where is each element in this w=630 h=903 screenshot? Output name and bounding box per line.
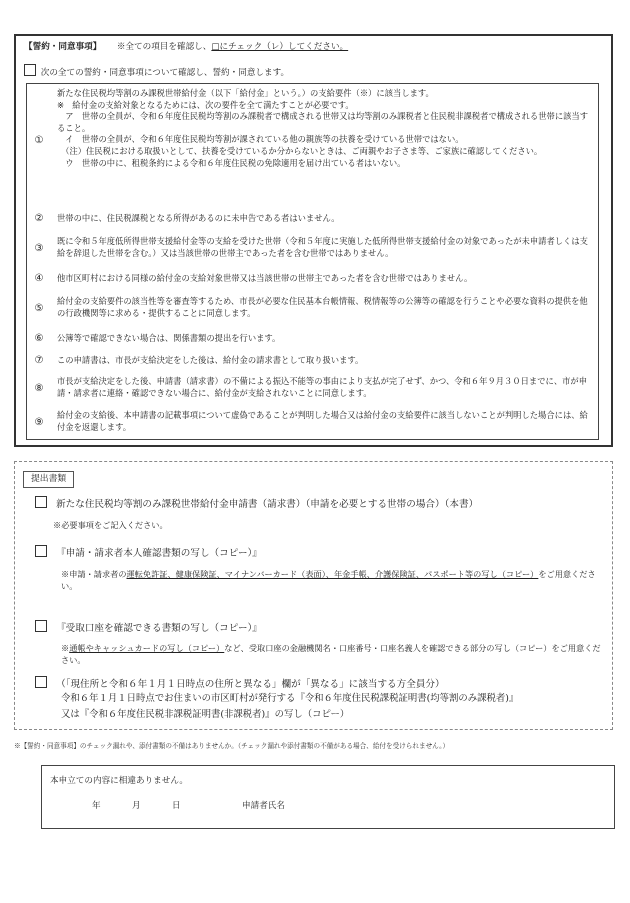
pledge-agree-text: 次の全ての誓約・同意事項について確認し、誓約・同意します。 [40,68,290,78]
day-label: 日 [172,801,181,811]
declaration-text: 本申立ての内容に相違ありません。 [50,776,189,786]
pledge-item-text: 既に令和５年度低所得世帯支援給付金等の支給を受けた世帯（令和５年度に実施した低所得世帯支援給付金の対象であったが未申請者しくは支給を辞退した世帯を含む。）又は当該世帯の世帯主であった者を含む世帯ではありません。 [57,236,588,258]
pledge-item-text: 新たな住民税均等割のみ課税世帯給付金（以下「給付金」という。）の支給要件（※）に該当します。 ※ 給付金の支給対象となるためには、次の要件を全て満たすことが必要です。 ア 世帯の全員が、令和６年度住民税均等割のみ課税者で構成される世帯又は均等割のみ課税者と住民税非課税者で構成される世帯に該当すること。 イ 世帯の全員が、令和６年度住民税均等割が課されている他の親族等の扶養を受けている世帯ではない。 （注）住民税における取扱いとして、扶養を受けているか分からないときは、ご両親やお子さま等、ご家族に確認してください。 ウ 世帯の中に、租税条約による令和６年度住民税の免除適用を届け出ている者はいない。 [57,88,589,168]
pledge-agree-row[interactable] [24,64,289,79]
pledge-item [27,332,598,348]
document-checkbox[interactable] [35,545,47,557]
pledge-item-text: 給付金の支給後、本申請書の記載事項について虚偽であることが判明した場合又は給付金の支給要件に該当しないことが判明した場合には、給付金を返還します。 [57,410,588,432]
pledge-item-text: 給付金の支給要件の該当性等を審査等するため、市長が必要な住民基本台帳情報、税情報等の公簿等の確認を行うことや必要な資料の提供を他の行政機関等に求める・提供することに同意します。 [57,296,588,318]
pledge-title: 【誓約・同意事項】 [24,42,102,52]
document-note: ※必要事項をご記入ください。 [53,520,168,530]
document-checkbox[interactable] [35,620,47,632]
document-note-underlined: 運転免許証、健康保険証、マイナンバーカード（表面）、年金手帳、介護保険証、パスポート等の写し（コピー） [126,569,539,579]
pledge-item [27,272,598,288]
pledge-item-text: 市長が支給決定をした後、申請書（請求書）の不備による振込不能等の事由により支払が完了せず、かつ、令和６年９月３０日までに、市が申請・請求者に連絡・確認できない場合に、給付金が支給されないことに同意します。 [57,376,588,398]
document-note [61,569,601,593]
pledge-item [27,410,598,438]
pledge-item [27,212,598,228]
declaration-box [41,765,615,829]
document-label-line2: 令和６年１月１日時点でお住まいの市区町村が発行する『令和６年度住民税課税証明書(均等割のみ課税者)』 [61,693,519,704]
pledge-item-number: ③ [34,243,44,254]
document-label: （「現住所と令和６年１月１日時点の住所と異なる」欄が「異なる」に該当する方全員分） [56,679,445,690]
document-note-underlined: 通帳やキャッシュカードの写し（コピー） [69,643,225,653]
pledge-instruction-checkbox-hint: □にチェック（レ）してください。 [211,42,349,52]
pledge-item-text: 公簿等で確認できない場合は、関係書類の提出を行います。 [57,333,281,343]
pledge-items-box [26,83,599,440]
document-item-tax-certificate[interactable] [35,676,445,692]
pledge-item-number: ⑤ [34,303,44,314]
document-note-suffix: をご用意ください。 [61,569,596,591]
pledge-item-text: 世帯の中に、住民税課税となる所得があるのに未申告である者はいません。 [57,213,340,223]
pledge-item-number: ④ [34,273,44,284]
document-note [61,643,601,667]
document-note-prefix: ※申請・請求者の [61,569,127,579]
pledge-item [27,376,598,404]
document-note-prefix: ※ [61,643,70,653]
year-label: 年 [92,801,101,811]
document-checkbox[interactable] [35,676,47,688]
pledge-item [27,236,598,264]
pledge-section [14,34,613,447]
document-label: 『受取口座を確認できる書類の写し（コピー）』 [56,623,262,634]
pledge-item-number: ⑦ [34,355,44,366]
pledge-item-text: 他市区町村における同様の給付金の支給対象世帯又は当該世帯の世帯主であった者を含む世帯ではありません。 [57,273,473,283]
document-checkbox[interactable] [35,496,47,508]
document-label-line3: 又は『令和６年度住民税非課税証明書(非課税者)』の写し（コピー） [61,709,350,720]
document-item-id[interactable] [35,545,262,561]
pledge-instruction: ※全ての項目を確認し、 [116,42,212,52]
pledge-item [27,354,598,370]
footnote: ※【誓約・同意事項】のチェック漏れや、添付書類の不備はありませんか。（チェック漏れや添付書類の不備がある場合、給付を受けられません。） [14,742,450,750]
pledge-item-number: ⑧ [34,383,44,394]
documents-section [14,461,613,730]
documents-title: 提出書類 [23,471,74,488]
pledge-item-text: この申請書は、市長が支給決定をした後は、給付金の請求書として取り扱います。 [57,355,364,365]
pledge-item [27,296,598,324]
pledge-item-number: ① [34,135,44,146]
month-label: 月 [132,801,141,811]
document-item-bank[interactable] [35,620,262,636]
document-note-suffix: など、受取口座の金融機関名・口座番号・口座名義人を確認できる部分の写し（コピー）をご用意ください。 [61,643,601,665]
pledge-header [24,41,603,53]
pledge-item [27,88,598,208]
document-label: 『申請・請求者本人確認書類の写し（コピー）』 [56,548,262,559]
applicant-name-label: 申請者氏名 [242,801,285,811]
pledge-item-number: ⑨ [34,417,44,428]
document-item-application[interactable] [35,496,478,512]
document-label: 新たな住民税均等割のみ課税世帯給付金申請書（請求書）（申請を必要とする世帯の場合）（本書） [56,499,479,510]
pledge-agree-checkbox[interactable] [24,64,36,76]
pledge-item-number: ② [34,213,44,224]
pledge-item-number: ⑥ [34,333,44,344]
